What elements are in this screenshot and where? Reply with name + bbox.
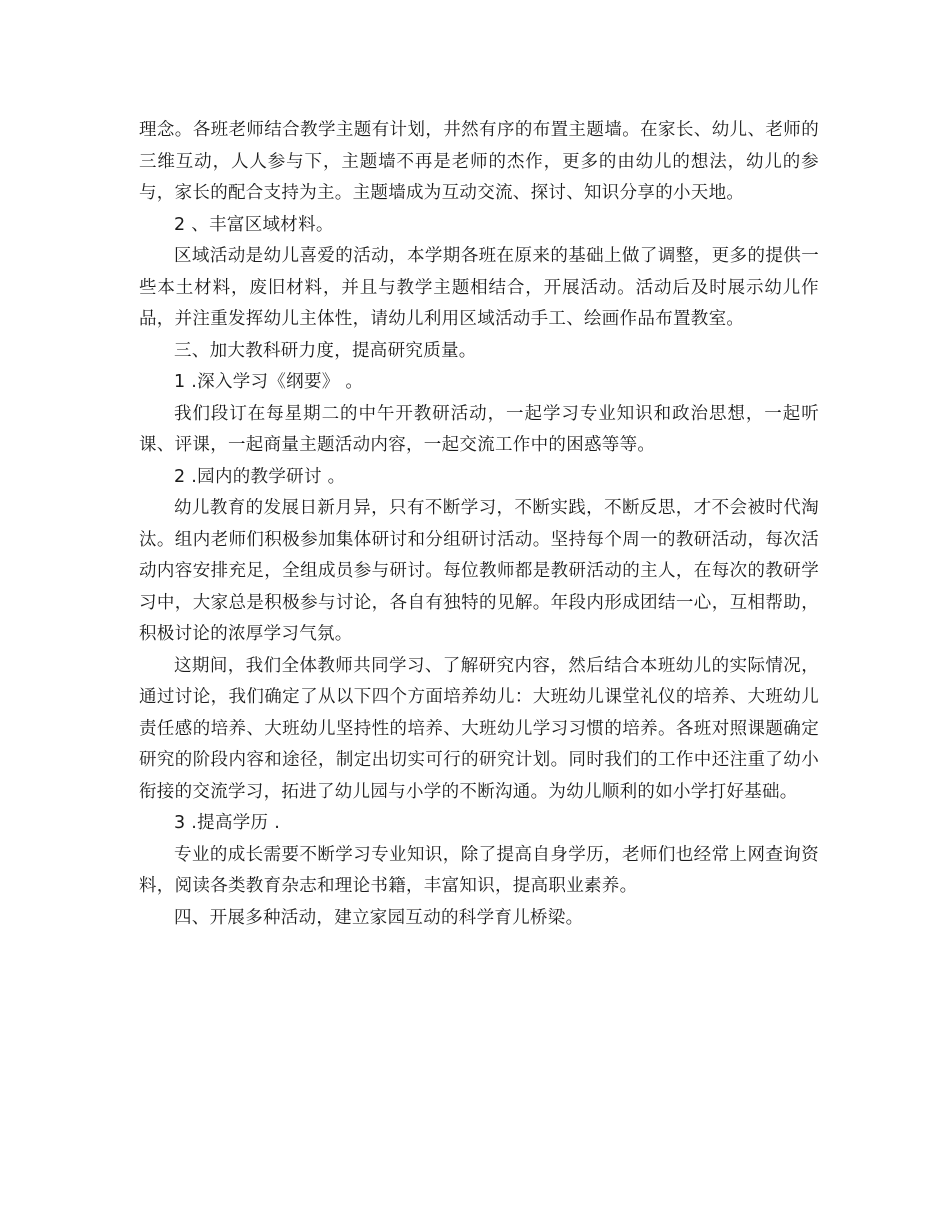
paragraph-2: 区域活动是幼儿喜爱的活动，本学期各班在原来的基础上做了调整，更多的提供一些本土材料，废旧材料，并且与教学主题相结合，开展活动。活动后及时展示幼儿作品，并注重发挥幼儿主体性，请幼儿利用区域活动手工、绘画作品布置教室。 bbox=[139, 246, 819, 329]
paragraph-4: 幼儿教育的发展日新月异，只有不断学习，不断实践，不断反思，才不会被时代淘汰。组内老师们积极参加集体研讨和分组研讨活动。坚持每个周一的教研活动，每次活动内容安排充足，全组成员参与研讨。每位教师都是教研活动的主人，在每次的教研学习中，大家总是积极参与讨论，各自有独特的见解。年段内形成团结一心，互相帮助，积极讨论的浓厚学习气氛。 bbox=[139, 498, 819, 644]
subsection-heading-1: 1 .深入学习《纲要》 。 bbox=[174, 372, 364, 392]
section-heading-4: 四、开展多种活动，建立家园互动的科学育儿桥梁。 bbox=[174, 907, 584, 928]
paragraph-5: 这期间，我们全体教师共同学习、了解研究内容，然后结合本班幼儿的实际情况，通过讨论，我们确定了从以下四个方面培养幼儿：大班幼儿课堂礼仪的培养、大班幼儿责任感的培养、大班幼儿坚持性的培养、大班幼儿学习习惯的培养。各班对照课题确定研究的阶段内容和途径，制定出切实可行的研究计划。同时我们的工作中还注重了幼小衔接的交流学习，拓进了幼儿园与小学的不断沟通。为幼儿顺利的如小学打好基础。 bbox=[139, 655, 819, 802]
paragraph-6: 专业的成长需要不断学习专业知识，除了提高自身学历，老师们也经常上网查询资料，阅读各类教育杂志和理论书籍，丰富知识，提高职业素养。 bbox=[139, 844, 819, 896]
subsection-heading-2: 2 .园内的教学研讨 。 bbox=[174, 466, 346, 487]
paragraph-1: 理念。各班老师结合教学主题有计划，井然有序的布置主题墙。在家长、幼儿、老师的三维互动，人人参与下，主题墙不再是老师的杰作，更多的由幼儿的想法，幼儿的参与，家长的配合支持为主。主题墙成为互动交流、探讨、知识分享的小天地。 bbox=[139, 120, 819, 203]
subsection-heading-3: 3 .提高学历 . bbox=[174, 813, 281, 833]
section-heading-2: 2 、丰富区域材料。 bbox=[174, 214, 334, 235]
section-heading-3: 三、加大教科研力度，提高研究质量。 bbox=[174, 340, 477, 361]
document-body bbox=[139, 115, 819, 934]
paragraph-3: 我们段订在每星期二的中午开教研活动，一起学习专业知识和政治思想，一起听课、评课，一起商量主题活动内容，一起交流工作中的困惑等等。 bbox=[139, 403, 819, 455]
